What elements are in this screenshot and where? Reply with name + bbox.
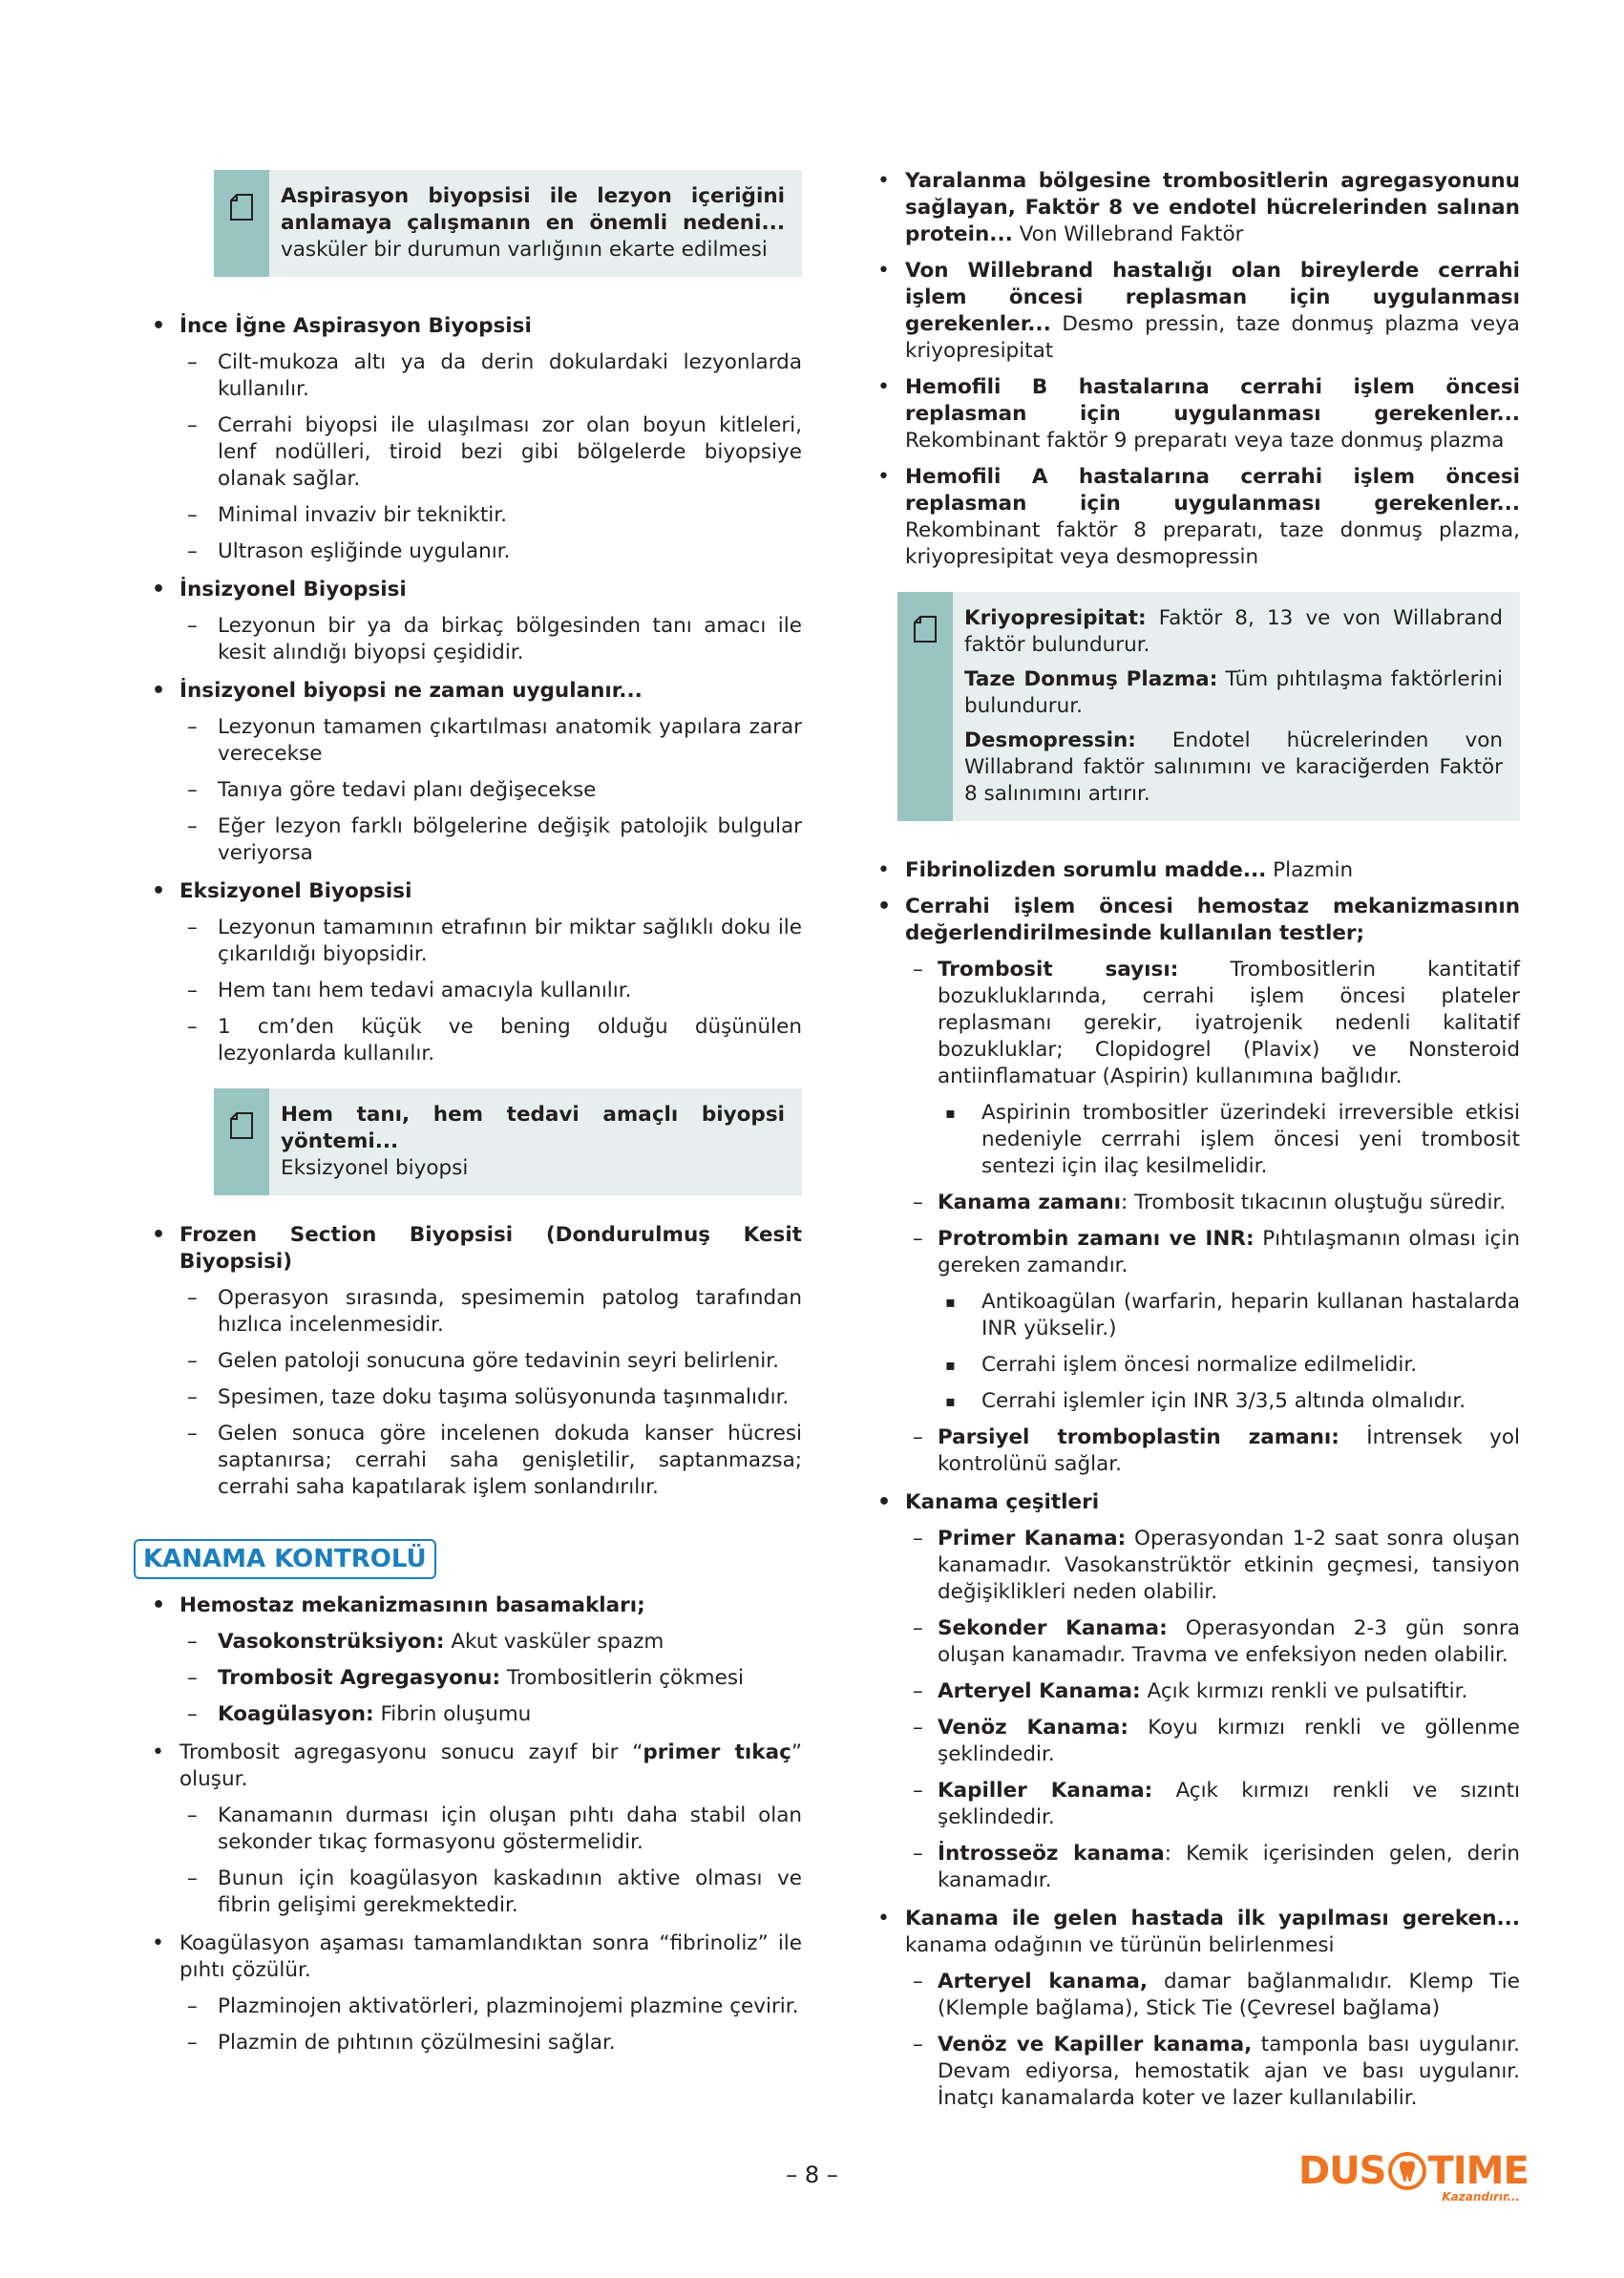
sub-item: ▪ Cerrahi işlemler için INR 3/3,5 altında olmalıdır. [859,1388,1520,1415]
list-item [859,1969,1520,2022]
bullet-title: • Koagülasyon aşaması tamamlandıktan sonra “fibrinoliz” ile pıhtı çözülür. [134,1930,802,1984]
note-text [269,170,802,277]
note-line [964,666,1503,720]
list-item [859,1226,1520,1279]
definition: Operasyondan 1-2 saat sonra oluşan kanamadır. Vasokanstrüktör etkinin geçmesi, tansiyon değişiklikleri neden olabilir. [938,1527,1520,1604]
note-text [269,1088,802,1195]
list-item: – Gelen sonuca göre incelenen dokuda kanser hücresi saptanırsa; cerrahi saha genişletilir, saptanmazsa; cerrahi saha kapatılarak işlem sonlandırılır. [134,1421,802,1501]
note-bold: Hem tanı, hem tedavi amaçlı biyopsi yöntemi... [281,1103,785,1153]
brand-logo [1298,2148,1529,2205]
definition: Akut vasküler spazm [444,1630,664,1654]
logo-right-text: TIME [1427,2149,1529,2193]
definition: Trombositlerin çökmesi [500,1666,745,1690]
answer: Rekombinant faktör 8 preparatı, taze donmuş plazma, kriyopresipitat veya desmopressin [905,518,1520,569]
term: Primer Kanama: [938,1527,1127,1550]
term: Venöz Kanama: [938,1716,1128,1740]
question: Hemofili A hastalarına cerrahi işlem öncesi replasman için uygulanması gerekenler... [905,465,1520,516]
list-item: – 1 cm’den küçük ve bening olduğu düşünülen lezyonlarda kullanılır. [134,1014,802,1067]
answer: Von Willebrand Faktör [1012,222,1244,246]
note-text [953,592,1520,821]
definition: Endotel hücrelerinden von Willabrand faktör salınımını ve karaciğerden Faktör 8 salınımını artırır. [964,728,1503,806]
bullet-item [859,1906,1520,1959]
term: Trombosit Agregasyonu: [218,1666,501,1690]
list-item: – Cilt-mukoza altı ya da derin dokulardaki lezyonlarda kullanılır. [134,349,802,403]
bullet-title: • Eksizyonel Biyopsisi [134,878,802,905]
logo-left-text: DUS [1298,2149,1386,2193]
bullet-bold: primer tıkaç [643,1740,791,1764]
list-item: – Tanıya göre tedavi planı değişecekse [134,777,802,804]
definition: İntrensek yol kontrolünü sağlar. [938,1425,1520,1476]
sub-item: ▪ Antikoagülan (warfarin, heparin kullanan hastalarda INR yükselir.) [859,1289,1520,1342]
definition: Faktör 8, 13 ve von Willabrand faktör bulundurur. [964,606,1503,657]
section-heading: KANAMA KONTROLÜ [134,1539,436,1579]
list-item [859,1715,1520,1768]
definition: Fibrin oluşumu [373,1702,532,1726]
bullet-item [859,374,1520,454]
question: Fibrinolizden sorumlu madde... [905,858,1267,882]
definition: Trombositlerin kantitatif bozukluklarında, cerrahi işlem öncesi plateler replasmanı gerekir, iyatrojenik nedenli kalitatif bozukluklar; Clopidogrel (Plavix) ve Nonsteroid antiinflamatuar (Aspirin) kullanımına bağlıdır. [938,958,1520,1088]
bullet-title: • Frozen Section Biyopsisi (Dondurulmuş Kesit Biyopsisi) [134,1222,802,1276]
list-item: – Spesimen, taze doku taşıma solüsyonunda taşınmalıdır. [134,1384,802,1411]
list-item [859,957,1520,1090]
answer: Plazmin [1266,858,1354,882]
definition: Açık kırmızı renkli ve pulsatiftir. [1140,1679,1468,1703]
note-bar [897,592,953,821]
note-line [964,605,1503,659]
note-icon [229,1111,254,1140]
note-icon [913,615,938,643]
bullet-item [859,168,1520,248]
note-answer: vasküler bir durumun varlığının ekarte edilmesi [281,238,768,262]
definition: Koyu kırmızı renkli ve göllenme şeklindedir. [938,1716,1520,1766]
note-line [964,728,1503,808]
list-item [134,1665,802,1692]
list-item [859,1841,1520,1894]
bullet-item [859,464,1520,571]
list-item [859,1190,1520,1216]
term: Sekonder Kanama: [938,1616,1168,1640]
bullet-title: • Cerrahi işlem öncesi hemostaz mekanizmasının değerlendirilmesinde kullanılan testler; [859,894,1520,947]
list-item: – Plazminojen aktivatörleri, plazminojemi plazmine çevirir. [134,1993,802,2020]
list-item: – Kanamanın durması için oluşan pıhtı daha stabil olan sekonder tıkaç formasyonu göstermelidir. [134,1803,802,1856]
list-item: – Cerrahi biyopsi ile ulaşılması zor olan boyun kitleleri, lenf nodülleri, tiroid bezi gibi bölgelerde biyopsiye olanak sağlar. [134,412,802,493]
tooth-icon [1388,2150,1426,2192]
bullet-item [859,258,1520,365]
definition: : Trombosit tıkacının oluştuğu süredir. [1121,1191,1507,1214]
list-item [134,1701,802,1728]
term: Vasokonstrüksiyon: [218,1630,445,1654]
list-item [859,1678,1520,1705]
answer: Rekombinant faktör 9 preparatı veya taze donmuş plazma [905,429,1505,453]
term: Trombosit sayısı: [938,958,1179,981]
answer: kanama odağının ve türünün belirlenmesi [905,1933,1335,1957]
term: İntrosseöz kanama [938,1842,1165,1866]
definition: : Kemik içerisinden gelen, derin kanamadır. [938,1842,1520,1892]
bullet-title: • Kanama çeşitleri [859,1489,1520,1516]
question: Kanama ile gelen hastada ilk yapılması gereken... [905,1907,1520,1930]
definition: Tüm pıhtılaşma faktörlerini bulundurur. [964,667,1504,718]
note-box [897,592,1520,821]
list-item [859,1424,1520,1478]
list-item: – Gelen patoloji sonucuna göre tedavinin seyri belirlenir. [134,1348,802,1375]
definition: damar bağlanmalıdır. Klemp Tie (Klemple bağlama), Stick Tie (Çevresel bağlama) [938,1970,1521,2020]
term: Taze Donmuş Plazma: [964,667,1218,691]
note-bold: Aspirasyon biyopsisi ile lezyon içeriğini anlamaya çalışmanın en önemli nedeni... [281,184,785,235]
term: Parsiyel tromboplastin zamanı: [938,1425,1339,1449]
list-item: – Eğer lezyon farklı bölgelerine değişik patolojik bulgular veriyorsa [134,813,802,867]
list-item: – Lezyonun tamamının etrafının bir miktar sağlıklı doku ile çıkarıldığı biyopsidir. [134,915,802,968]
list-item: – Lezyonun tamamen çıkartılması anatomik yapılara zarar verecekse [134,714,802,768]
question: Yaralanma bölgesine trombositlerin agregasyonunu sağlayan, Faktör 8 ve endotel hücrelerinden salınan protein... [905,169,1520,246]
list-item: – Lezyonun bir ya da birkaç bölgesinden tanı amacı ile kesit alındığı biyopsi çeşididir. [134,613,802,666]
definition: Açık kırmızı renkli ve sızıntı şeklindedir. [938,1779,1520,1829]
term: Protrombin zamanı ve INR: [938,1227,1255,1251]
bullet-text: ” oluşur. [179,1740,802,1791]
definition: Pıhtılaşmanın olması için gereken zamandır. [938,1227,1521,1277]
note-box [214,1088,802,1195]
term: Kanama zamanı [938,1191,1121,1214]
definition: Operasyondan 2-3 gün sonra oluşan kanamadır. Travma ve enfeksiyon neden olabilir. [938,1616,1520,1667]
term: Kriyopresipitat: [964,606,1147,630]
question: Von Willebrand hastalığı olan bireylerde cerrahi işlem öncesi replasman için uygulanması gerekenler... [905,259,1520,336]
definition: tamponla bası uygulanır. Devam ediyorsa, hemostatik ajan ve bası uygulanır. İnatçı kanamalarda koter ve lazer kullanılabilir. [938,2033,1520,2110]
note-answer: Eksizyonel biyopsi [281,1156,469,1180]
sub-item: ▪ Cerrahi işlem öncesi normalize edilmelidir. [859,1352,1520,1379]
term: Arteryel kanama, [938,1970,1149,1993]
term: Venöz ve Kapiller kanama, [938,2033,1253,2057]
question: Hemofili B hastalarına cerrahi işlem öncesi replasman için uygulanması gerekenler... [905,375,1520,426]
list-item [134,1629,802,1656]
note-bar [214,170,269,277]
term: Arteryel Kanama: [938,1679,1141,1703]
list-item: – Plazmin de pıhtının çözülmesini sağlar. [134,2030,802,2057]
list-item [859,1526,1520,1606]
list-item: – Hem tanı hem tedavi amacıyla kullanılır. [134,978,802,1004]
answer: Desmo pressin, taze donmuş plazma veya kriyopresipitat [905,312,1520,363]
list-item [859,1615,1520,1669]
bullet-item [859,857,1520,884]
bullet-title: • Hemostaz mekanizmasının basamakları; [134,1592,802,1619]
list-item [859,1778,1520,1831]
term: Kapiller Kanama: [938,1779,1153,1803]
sub-item: ▪ Aspirinin trombositler üzerindeki irreversible etkisi nedeniyle cerrrahi işlem öncesi yeni trombosit sentezi için ilaç kesilmelidir. [859,1100,1520,1180]
list-item [859,2032,1520,2112]
right-column [859,168,1520,2112]
note-icon [229,193,254,221]
note-bar [214,1088,269,1195]
left-column [134,170,802,2057]
list-item: – Ultrason eşliğinde uygulanır. [134,538,802,565]
note-box [214,170,802,277]
list-item: – Operasyon sırasında, spesimemin patolog tarafından hızlıca incelenmesidir. [134,1285,802,1339]
logo-tagline: Kazandırır... [1442,2190,1520,2204]
list-item: – Minimal invaziv bir tekniktir. [134,502,802,529]
bullet-text: Trombosit agregasyonu sonucu zayıf bir “ [179,1740,643,1764]
list-item: – Bunun için koagülasyon kaskadının aktive olması ve fibrin gelişimi gerekmektedir. [134,1866,802,1919]
bullet-title [134,1740,802,1793]
page-number: – 8 – [786,2162,838,2188]
term: Koagülasyon: [218,1702,374,1726]
bullet-title: • İnce İğne Aspirasyon Biyopsisi [134,313,802,340]
term: Desmopressin: [964,728,1136,752]
bullet-title: • İnsizyonel biyopsi ne zaman uygulanır... [134,678,802,705]
bullet-title: • İnsizyonel Biyopsisi [134,577,802,603]
